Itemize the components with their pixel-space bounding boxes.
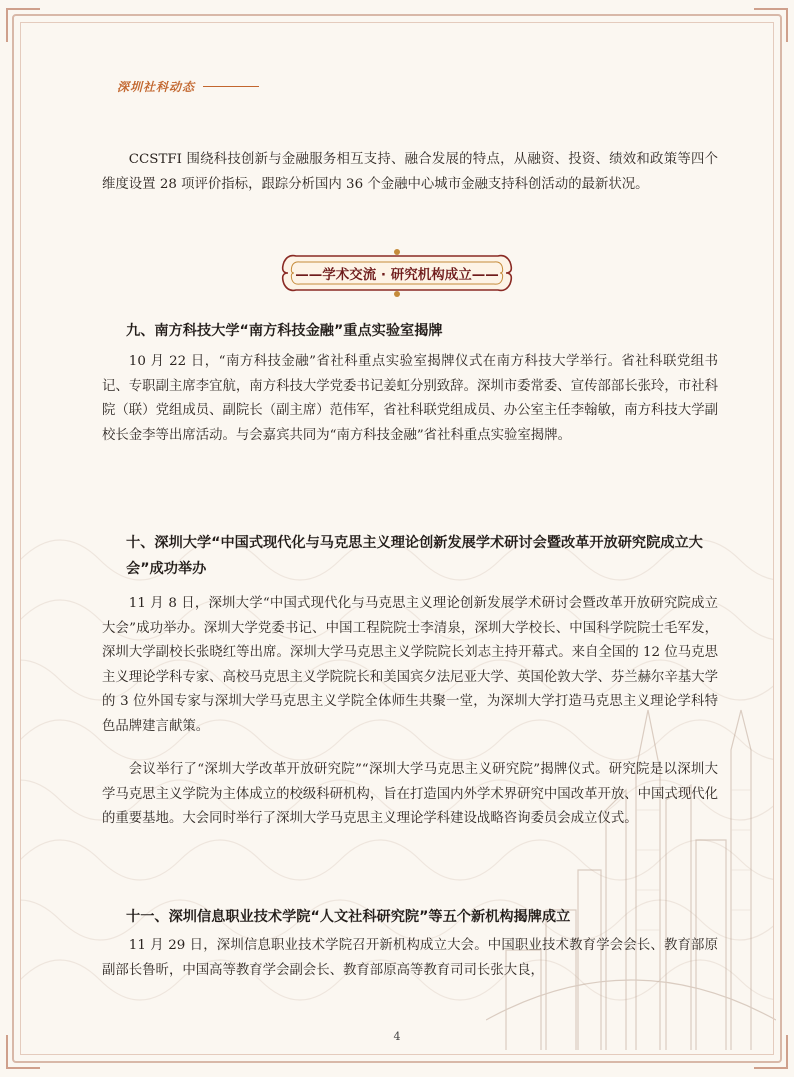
page-number: 4 [393,1030,401,1043]
section-paragraph: 11 月 8 日，深圳大学“中国式现代化与马克思主义理论创新发展学术研讨会暨改革开放研究院成立大会”成功举办。深圳大学党委书记、中国工程院院士李清泉，深圳大学校长、中国科学院院士毛军发，深圳大学副校长张晓红等出席。深圳大学马克思主义学院院长刘志主持开幕式。来自全国的 12 位马克思主义理论学科专家、高校马克思主义学院院长和美国宾夕法尼亚大学、英国伦敦大学、芬兰赫尔辛基大学的 3 位外国专家与深圳大学马克思主义学院全体师生共聚一堂，为深圳大学打造马克思主义理论学科特色品牌建言献策。 [102,596,718,734]
running-header [117,78,259,95]
frame-corner-ornament [754,8,788,42]
section-paragraph: 会议举行了“深圳大学改革开放研究院”“深圳大学马克思主义研究院”揭牌仪式。研究院是以深圳大学马克思主义学院为主体成立的校级科研机构，旨在打造国内外学术界研究中国改革开放、中国式现代化的重要基地。大会同时举行了深圳大学马克思主义理论学科建设战略咨询委员会成立仪式。 [102,762,718,826]
section-paragraph: 10 月 22 日，“南方科技金融”省社科重点实验室揭牌仪式在南方科技大学举行。省社科联党组书记、专职副主席李宜航，南方科技大学党委书记姜虹分别致辞。深圳市委常委、宣传部部长张玲，市社科院（联）党组成员、副院长（副主席）范伟军，省社科联党组成员、办公室主任李翰敏，南方科技大学副校长金李等出席活动。与会嘉宾共同为“南方科技金融”省社科重点实验室揭牌。 [102,354,718,443]
section-heading: 九、南方科技大学“南方科技金融”重点实验室揭牌 [126,323,443,339]
intro-paragraph: CCSTFI 围绕科技创新与金融服务相互支持、融合发展的特点，从融资、投资、绩效和政策等四个维度设置 28 项评价指标，跟踪分析国内 36 个金融中心城市金融支持科创活动的最新状况。 [102,152,718,192]
banner-title: ——学术交流 · 研究机构成立—— [295,267,499,283]
section-heading: 十一、深圳信息职业技术学院“人文社科研究院”等五个新机构揭牌成立 [126,909,571,925]
frame-corner-ornament [6,8,40,42]
section-heading: 十、深圳大学“中国式现代化与马克思主义理论创新发展学术研讨会暨改革开放研究院成立大会”成功举办 [126,535,703,577]
section-banner [278,242,516,304]
section-paragraph: 11 月 29 日，深圳信息职业技术学院召开新机构成立大会。中国职业技术教育学会会长、教育部原副部长鲁昕，中国高等教育学会副会长、教育部原高等教育司司长张大良， [102,938,718,978]
section-label: 深圳社科动态 [117,80,196,94]
header-rule [203,86,259,87]
